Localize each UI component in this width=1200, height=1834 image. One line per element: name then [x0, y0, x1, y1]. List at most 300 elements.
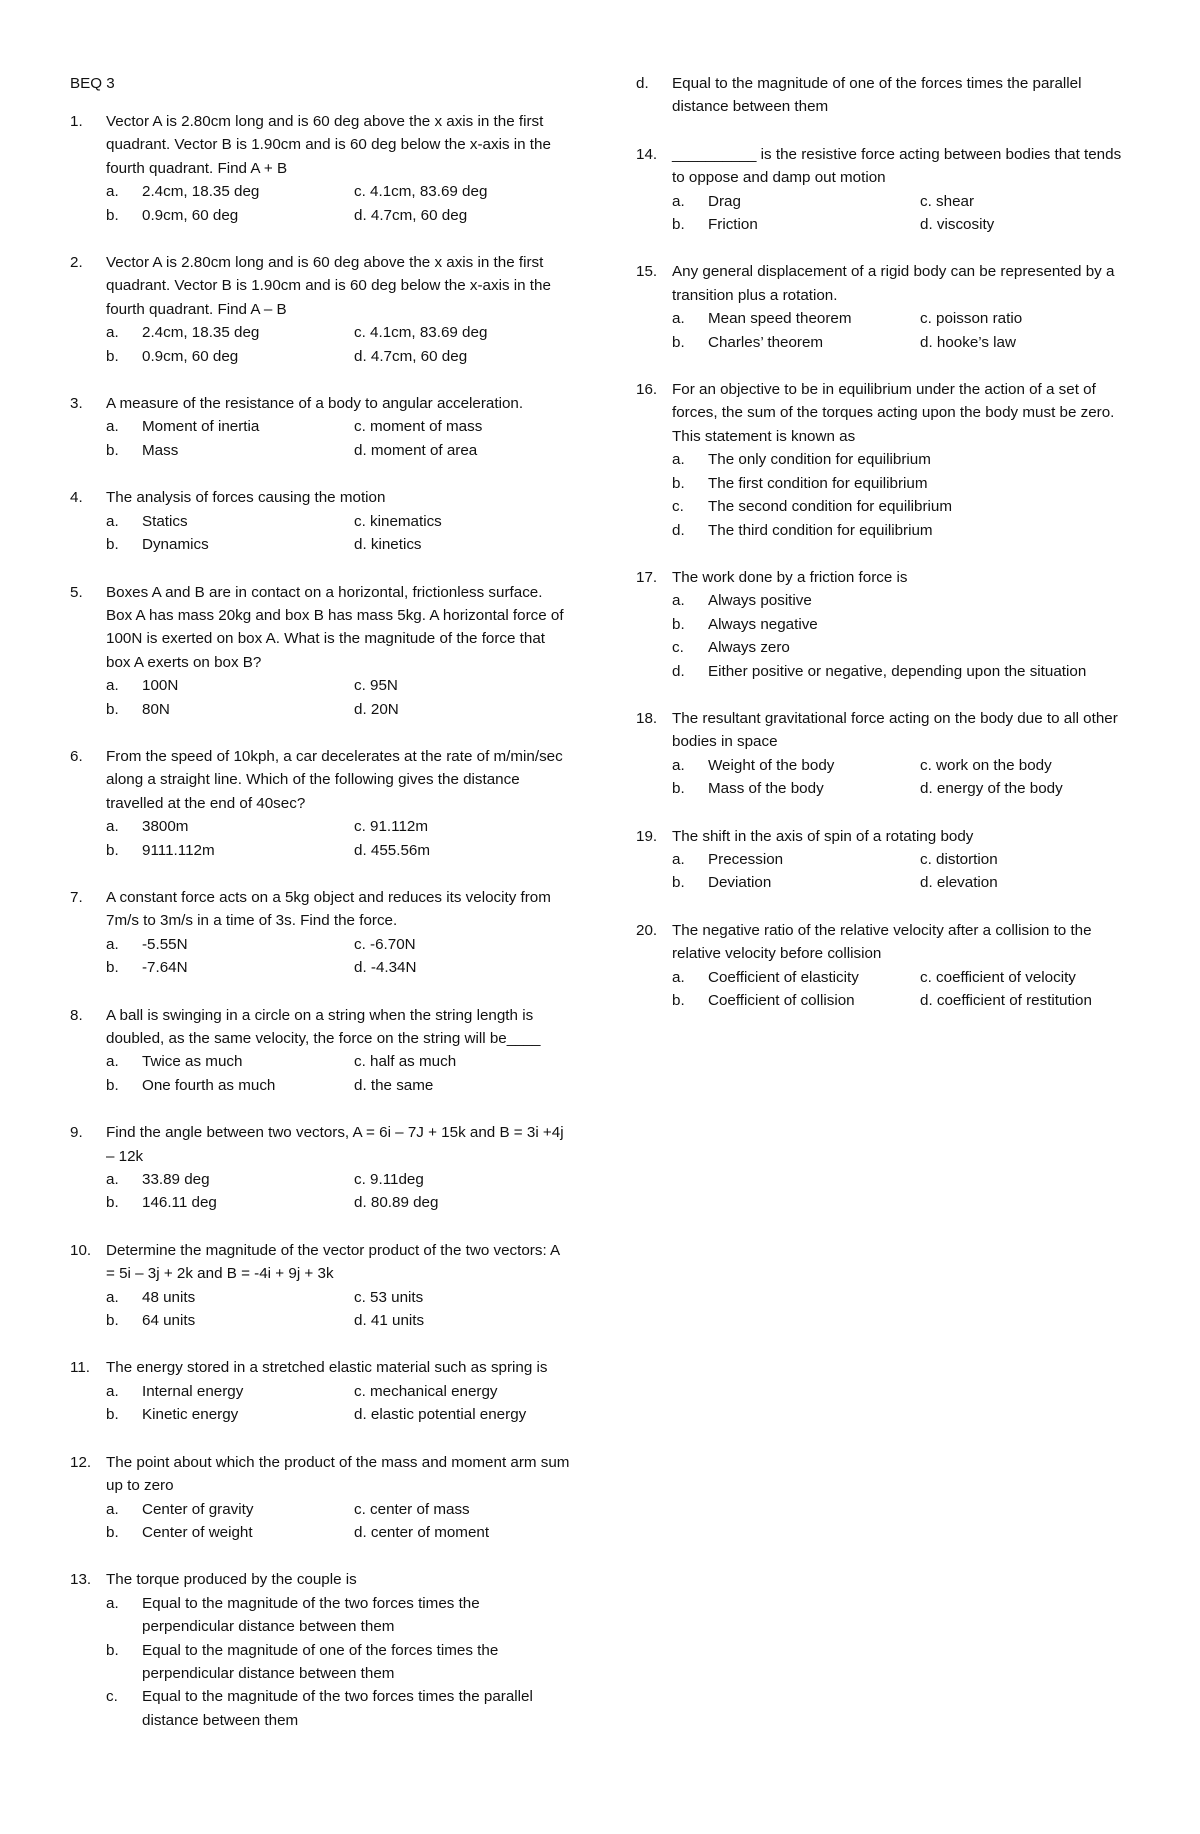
- question-text: The torque produced by the couple is: [106, 1571, 357, 1589]
- option-text: Twice as much: [142, 1053, 243, 1071]
- option-item: [672, 660, 1136, 683]
- document-title: BEQ 3: [70, 75, 115, 92]
- option-right: c. 4.1cm, 83.69 deg: [354, 183, 488, 201]
- option-letter: b.: [106, 441, 119, 459]
- question-number: 19.: [636, 827, 658, 845]
- option-text: 0.9cm, 60 deg: [142, 206, 239, 224]
- option-right: c. kinematics: [354, 512, 442, 530]
- question-text: __________ is the resistive force acting between bodies that tends to oppose and damp out motion: [672, 145, 1122, 187]
- option-left: [106, 698, 354, 721]
- question-item: [636, 260, 1136, 354]
- option-left: [106, 1050, 354, 1073]
- question-number: 10.: [70, 1241, 92, 1259]
- option-right: c. 95N: [354, 677, 398, 695]
- option-text: The third condition for equilibrium: [708, 521, 933, 539]
- option-left: [106, 1074, 354, 1097]
- option-text: Mass of the body: [708, 780, 824, 798]
- question-head: [70, 1568, 570, 1591]
- option-row: [672, 331, 1136, 354]
- option-row: [106, 1380, 570, 1403]
- option-right: d. 455.56m: [354, 841, 430, 859]
- option-text: 33.89 deg: [142, 1171, 210, 1189]
- option-right: c. moment of mass: [354, 418, 483, 436]
- option-item: [672, 472, 1136, 495]
- option-right: d. viscosity: [920, 216, 995, 234]
- option-text: The second condition for equilibrium: [708, 498, 952, 516]
- option-left: [672, 213, 920, 236]
- option-letter: b.: [106, 1076, 119, 1094]
- option-text: Always zero: [708, 639, 790, 657]
- option-text: -7.64N: [142, 959, 188, 977]
- question-head: [70, 251, 570, 321]
- option-text: Dynamics: [142, 536, 209, 554]
- question-number: 15.: [636, 263, 658, 281]
- question-item: [70, 1451, 570, 1545]
- option-text: Deviation: [708, 874, 772, 892]
- question-text: Any general displacement of a rigid body can be represented by a transition plus a rotation.: [672, 263, 1115, 304]
- option-text: 3800m: [142, 818, 189, 836]
- question-text: The energy stored in a stretched elastic material such as spring is: [106, 1359, 548, 1377]
- question-number: 11.: [70, 1359, 90, 1377]
- option-right: c. work on the body: [920, 756, 1052, 774]
- option-row: [106, 510, 570, 533]
- question-text: The negative ratio of the relative velocity after a collision to the relative velocity before collision: [672, 921, 1092, 963]
- option-right: d. elevation: [920, 874, 998, 892]
- question-text: The shift in the axis of spin of a rotating body: [672, 827, 974, 845]
- option-text: 64 units: [142, 1312, 196, 1330]
- question-item: [636, 566, 1136, 683]
- question-number: 13.: [70, 1571, 92, 1589]
- option-left: [672, 989, 920, 1012]
- option-letter: b.: [672, 216, 685, 234]
- option-row: [106, 1168, 570, 1191]
- option-row: [672, 966, 1136, 989]
- option-letter: a.: [106, 1594, 119, 1612]
- question-text: Determine the magnitude of the vector product of the two vectors: A = 5i – 3j + 2k and B = -4i + 9j + 3k: [106, 1241, 560, 1283]
- option-row: [106, 674, 570, 697]
- option-letter: b.: [106, 1406, 119, 1424]
- option-right: c. poisson ratio: [920, 310, 1023, 328]
- option-letter: a.: [106, 324, 119, 342]
- question-head: [70, 581, 570, 675]
- option-letter: b.: [672, 874, 685, 892]
- option-letter: a.: [106, 418, 119, 436]
- option-left: [106, 321, 354, 344]
- question-number: 8.: [70, 1006, 83, 1024]
- option-row: [672, 777, 1136, 800]
- options: [672, 190, 1136, 237]
- option-text: Equal to the magnitude of the two forces times the perpendicular distance between them: [142, 1594, 480, 1636]
- option-row: [672, 871, 1136, 894]
- question-text: A measure of the resistance of a body to angular acceleration.: [106, 395, 524, 413]
- option-letter: a.: [672, 192, 685, 210]
- option-letter: a.: [672, 310, 685, 328]
- question-number: 6.: [70, 747, 83, 765]
- option-row: [106, 345, 570, 368]
- question-item: [70, 1004, 570, 1098]
- option-left: [106, 1521, 354, 1544]
- question-text: The analysis of forces causing the motion: [106, 489, 386, 507]
- option-right: c. half as much: [354, 1053, 457, 1071]
- option-letter: b.: [672, 474, 685, 492]
- option-text: One fourth as much: [142, 1076, 276, 1094]
- options: [106, 1286, 570, 1333]
- option-right: d. the same: [354, 1076, 434, 1094]
- option-text: Coefficient of elasticity: [708, 968, 859, 986]
- question-item: [70, 392, 570, 462]
- options: [672, 307, 1136, 354]
- question-head: [70, 1121, 570, 1168]
- question-head: [636, 378, 1136, 448]
- option-right: d. center of moment: [354, 1523, 490, 1541]
- option-item: [106, 1639, 570, 1686]
- options: [106, 815, 570, 862]
- question-number: 4.: [70, 489, 83, 507]
- option-letter: a.: [106, 818, 119, 836]
- option-letter: b.: [106, 1523, 119, 1541]
- question-text: A ball is swinging in a circle on a string when the string length is doubled, as the same velocity, the force on the string will be____: [106, 1006, 541, 1047]
- option-text: Kinetic energy: [142, 1406, 239, 1424]
- option-item: [672, 636, 1136, 659]
- options: [672, 966, 1136, 1013]
- option-letter: b.: [106, 347, 119, 365]
- option-letter: a.: [106, 1053, 119, 1071]
- question-number: 18.: [636, 709, 658, 727]
- options: [106, 1380, 570, 1427]
- options: [672, 589, 1136, 683]
- option-letter: a.: [106, 183, 119, 201]
- option-letter: d.: [636, 75, 649, 92]
- options: [106, 415, 570, 462]
- option-text: 100N: [142, 677, 179, 695]
- option-left: [106, 1168, 354, 1191]
- question-text: Vector A is 2.80cm long and is 60 deg above the x axis in the first quadrant. Vector B is 1.90cm and is 60 deg below the x-axis in the fourth quadrant. Find A + B: [106, 113, 551, 177]
- option-row: [106, 204, 570, 227]
- option-row: [106, 1074, 570, 1097]
- question-head: [70, 1356, 570, 1379]
- option-left: [106, 1309, 354, 1332]
- option-right: c. coefficient of velocity: [920, 968, 1076, 986]
- option-text: 146.11 deg: [142, 1194, 217, 1212]
- option-right: c. -6.70N: [354, 935, 416, 953]
- option-letter: b.: [672, 333, 685, 351]
- option-letter: a.: [106, 1382, 119, 1400]
- option-letter: b.: [106, 1312, 119, 1330]
- question-item: [636, 825, 1136, 895]
- option-row: [106, 415, 570, 438]
- question-head: [70, 745, 570, 815]
- options: [672, 848, 1136, 895]
- option-letter: b.: [106, 1194, 119, 1212]
- question-item: [70, 1121, 570, 1215]
- option-text: 2.4cm, 18.35 deg: [142, 183, 260, 201]
- question-text: A constant force acts on a 5kg object and reduces its velocity from 7m/s to 3m/s in a time of 3s. Find the force.: [106, 888, 551, 930]
- option-letter: a.: [672, 850, 685, 868]
- option-text: The first condition for equilibrium: [708, 474, 928, 492]
- option-text: Moment of inertia: [142, 418, 260, 436]
- question-item: [70, 1239, 570, 1333]
- option-text: Mean speed theorem: [708, 310, 852, 328]
- option-letter: b.: [106, 536, 119, 554]
- option-text: 0.9cm, 60 deg: [142, 347, 239, 365]
- question-number: 2.: [70, 254, 83, 272]
- option-left: [672, 190, 920, 213]
- option-letter: b.: [106, 206, 119, 224]
- option-text: Center of weight: [142, 1523, 253, 1541]
- option-right: d. energy of the body: [920, 780, 1063, 798]
- option-row: [672, 754, 1136, 777]
- option-row: [106, 1050, 570, 1073]
- question-number: 7.: [70, 888, 83, 906]
- option-text: 2.4cm, 18.35 deg: [142, 324, 260, 342]
- question-item: [70, 251, 570, 368]
- option-row: [672, 213, 1136, 236]
- option-right: d. coefficient of restitution: [920, 992, 1092, 1009]
- question-text: From the speed of 10kph, a car decelerates at the rate of m/min/sec along a straight line. Which of the following gives the distance travelled at the end of 40sec?: [106, 747, 563, 812]
- options: [106, 1592, 570, 1732]
- option-row: [106, 533, 570, 556]
- question-item: [70, 1356, 570, 1426]
- question-number: 14.: [636, 145, 658, 163]
- question-head: [70, 1239, 570, 1286]
- option-text: Equal to the magnitude of one of the forces times the perpendicular distance between them: [142, 1641, 499, 1682]
- question-item: [636, 378, 1136, 542]
- option-left: [672, 966, 920, 989]
- option-text: Coefficient of collision: [708, 992, 855, 1009]
- option-right: d. 4.7cm, 60 deg: [354, 206, 468, 224]
- option-left: [106, 1498, 354, 1521]
- option-row: [106, 1286, 570, 1309]
- question-number: 16.: [636, 381, 658, 399]
- option-letter: b.: [672, 780, 685, 798]
- option-text: Equal to the magnitude of one of the forces times the parallel distance between them: [672, 75, 1082, 116]
- option-right: d. elastic potential energy: [354, 1406, 527, 1424]
- option-text: Charles’ theorem: [708, 333, 824, 351]
- question-item: [70, 110, 570, 227]
- option-letter: c.: [106, 1688, 118, 1706]
- question-head: [636, 260, 1136, 307]
- option-left: [106, 510, 354, 533]
- option-text: Internal energy: [142, 1382, 244, 1400]
- question-number: 12.: [70, 1453, 92, 1471]
- option-text: 80N: [142, 700, 170, 718]
- option-right: c. center of mass: [354, 1500, 470, 1518]
- option-letter: d.: [672, 521, 685, 539]
- option-left: [672, 848, 920, 871]
- option-row: [106, 933, 570, 956]
- option-text: 48 units: [142, 1288, 196, 1306]
- option-row: [106, 1191, 570, 1214]
- option-text: Drag: [708, 192, 741, 210]
- option-left: [106, 839, 354, 862]
- question-item: [70, 581, 570, 721]
- question-item: [70, 886, 570, 980]
- option-right: d. 80.89 deg: [354, 1194, 439, 1212]
- option-text: Precession: [708, 850, 784, 868]
- option-left: [106, 1191, 354, 1214]
- continued-option: [636, 72, 1136, 119]
- question-text: Boxes A and B are in contact on a horizontal, frictionless surface. Box A has mass 20kg and box B has mass 5kg. A horizontal force of 100N is exerted on box A. What is the magnitude of the force that box A exerts on box B?: [106, 583, 564, 671]
- option-row: [106, 1309, 570, 1332]
- options: [106, 510, 570, 557]
- option-right: d. moment of area: [354, 441, 478, 459]
- question-head: [70, 392, 570, 415]
- option-letter: b.: [106, 700, 119, 718]
- option-right: d. kinetics: [354, 536, 422, 554]
- question-item: [70, 1568, 570, 1732]
- option-letter: b.: [106, 841, 119, 859]
- option-left: [672, 754, 920, 777]
- option-letter: b.: [672, 992, 685, 1009]
- option-item: [672, 495, 1136, 518]
- question-head: [636, 143, 1136, 190]
- option-left: [106, 345, 354, 368]
- option-item: [672, 589, 1136, 612]
- option-right: d. 20N: [354, 700, 399, 718]
- option-left: [106, 415, 354, 438]
- question-head: [70, 886, 570, 933]
- option-right: d. 41 units: [354, 1312, 425, 1330]
- option-item: [106, 1592, 570, 1639]
- question-number: 5.: [70, 583, 83, 601]
- options: [106, 180, 570, 227]
- option-left: [106, 933, 354, 956]
- option-letter: a.: [106, 1171, 119, 1189]
- options: [106, 933, 570, 980]
- right-column: [636, 72, 1136, 1036]
- option-letter: b.: [106, 1641, 119, 1659]
- question-head: [70, 110, 570, 180]
- option-letter: c.: [672, 498, 684, 516]
- question-head: [70, 1451, 570, 1498]
- options: [106, 1498, 570, 1545]
- option-letter: b.: [672, 615, 685, 633]
- option-row: [672, 989, 1136, 1012]
- option-left: [106, 1403, 354, 1426]
- option-text: Friction: [708, 216, 758, 234]
- option-row: [106, 1403, 570, 1426]
- option-item: [672, 613, 1136, 636]
- question-text: Vector A is 2.80cm long and is 60 deg above the x axis in the first quadrant. Vector B is 1.90cm and is 60 deg below the x-axis in the fourth quadrant. Find A – B: [106, 254, 551, 318]
- option-row: [106, 698, 570, 721]
- question-head: [70, 486, 570, 509]
- option-item: [672, 519, 1136, 542]
- option-text: Always negative: [708, 615, 818, 633]
- option-text: The only condition for equilibrium: [708, 451, 931, 469]
- option-text: 9111.112m: [142, 841, 215, 859]
- option-left: [106, 533, 354, 556]
- option-letter: a.: [106, 1288, 119, 1306]
- left-column: [70, 72, 570, 1756]
- option-letter: a.: [106, 677, 119, 695]
- option-letter: d.: [672, 662, 685, 680]
- option-left: [106, 815, 354, 838]
- question-item: [70, 486, 570, 556]
- question-item: [636, 707, 1136, 801]
- option-row: [672, 848, 1136, 871]
- options: [106, 321, 570, 368]
- options: [106, 674, 570, 721]
- option-row: [106, 839, 570, 862]
- option-right: c. distortion: [920, 850, 998, 868]
- option-right: d. 4.7cm, 60 deg: [354, 347, 468, 365]
- option-right: c. 4.1cm, 83.69 deg: [354, 324, 488, 342]
- option-text: Equal to the magnitude of the two forces times the parallel distance between them: [142, 1688, 533, 1729]
- question-number: 20.: [636, 921, 658, 939]
- question-head: [636, 825, 1136, 848]
- option-letter: c.: [672, 639, 684, 657]
- option-left: [106, 204, 354, 227]
- option-letter: a.: [672, 451, 685, 469]
- option-left: [672, 331, 920, 354]
- question-item: [636, 919, 1136, 1013]
- question-number: 1.: [70, 113, 83, 130]
- option-left: [106, 1286, 354, 1309]
- options: [672, 448, 1136, 542]
- option-text: -5.55N: [142, 935, 188, 953]
- option-left: [106, 439, 354, 462]
- question-head: [636, 707, 1136, 754]
- option-right: c. 9.11deg: [354, 1171, 424, 1189]
- option-row: [106, 321, 570, 344]
- option-left: [672, 307, 920, 330]
- option-letter: a.: [672, 756, 685, 774]
- option-left: [672, 871, 920, 894]
- option-right: c. mechanical energy: [354, 1382, 498, 1400]
- option-letter: a.: [106, 1500, 119, 1518]
- option-row: [106, 180, 570, 203]
- question-number: 3.: [70, 395, 83, 413]
- option-text: Weight of the body: [708, 756, 835, 774]
- option-row: [106, 439, 570, 462]
- options: [672, 754, 1136, 801]
- option-left: [106, 180, 354, 203]
- question-number: 17.: [636, 568, 658, 586]
- option-letter: b.: [106, 959, 119, 977]
- options: [106, 1168, 570, 1215]
- option-text: Either positive or negative, depending upon the situation: [708, 662, 1087, 680]
- option-row: [106, 815, 570, 838]
- option-right: d. -4.34N: [354, 959, 417, 977]
- option-letter: a.: [672, 968, 685, 986]
- option-item: [106, 1685, 570, 1732]
- option-left: [106, 956, 354, 979]
- question-text: Find the angle between two vectors, A = 6i – 7J + 15k and B = 3i +4j – 12k: [106, 1124, 564, 1165]
- question-text: For an objective to be in equilibrium under the action of a set of forces, the sum of the torques acting upon the body must be zero. This statement is known as: [672, 381, 1115, 445]
- option-row: [672, 190, 1136, 213]
- option-right: c. 53 units: [354, 1288, 424, 1306]
- option-left: [106, 1380, 354, 1403]
- option-text: Mass: [142, 441, 179, 459]
- question-head: [70, 1004, 570, 1051]
- option-item: [672, 448, 1136, 471]
- question-item: [636, 143, 1136, 237]
- options: [106, 1050, 570, 1097]
- question-head: [636, 566, 1136, 589]
- option-right: d. hooke’s law: [920, 333, 1016, 351]
- option-row: [106, 1521, 570, 1544]
- option-right: c. 91.112m: [354, 818, 429, 836]
- question-text: The point about which the product of the mass and moment arm sum up to zero: [106, 1453, 570, 1495]
- question-item: [70, 745, 570, 862]
- question-number: 9.: [70, 1124, 83, 1142]
- option-right: c. shear: [920, 192, 975, 210]
- option-text: Statics: [142, 512, 188, 530]
- option-left: [106, 674, 354, 697]
- option-row: [672, 307, 1136, 330]
- option-text: Center of gravity: [142, 1500, 254, 1518]
- option-text: Always positive: [708, 592, 812, 610]
